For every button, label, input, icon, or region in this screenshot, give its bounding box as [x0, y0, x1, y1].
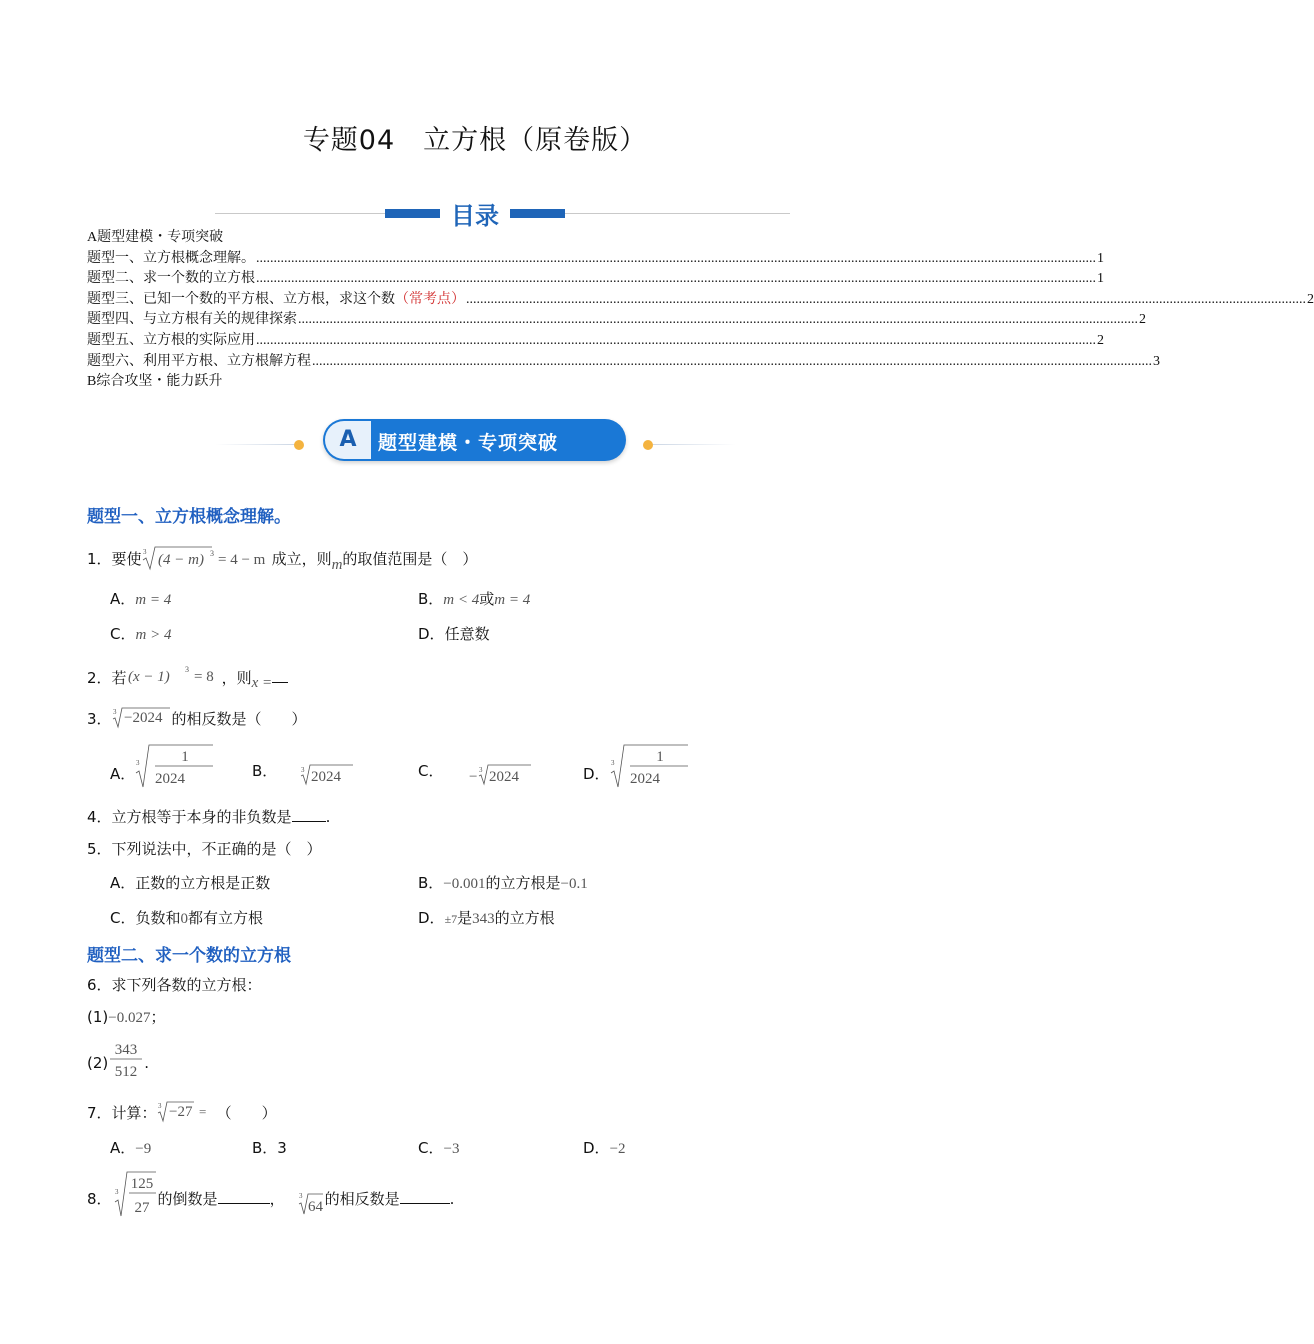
toc-section-b[interactable]: B综合攻坚・能力跃升: [87, 374, 223, 390]
toc-item[interactable]: 题型二、求一个数的立方根 ..... 1: [87, 269, 863, 290]
svg-text:−: −: [469, 769, 478, 785]
question-6-part-2: (2) 343 512 .: [87, 1038, 149, 1086]
toc-heading: 目录: [440, 196, 510, 231]
toc-item[interactable]: 题型一、立方根概念理解。 ..... 1: [87, 249, 863, 270]
question-5: 5．下列说法中，不正确的是（ ）: [87, 840, 322, 858]
svg-text:3: 3: [479, 766, 483, 774]
cube-root-fraction: [112, 1170, 158, 1218]
option-c[interactable]: C．−3: [418, 1139, 460, 1157]
svg-text:3: 3: [209, 549, 214, 558]
toc-item[interactable]: 题型六、利用平方根、立方根解方程 ..... 3: [87, 352, 863, 373]
banner-dot-left: [294, 440, 304, 450]
table-of-contents: [87, 228, 1314, 393]
option-a[interactable]: A．m = 4: [110, 590, 172, 608]
power-expression: [127, 664, 222, 688]
cube-root: [277, 762, 342, 786]
section-heading-1: 题型一、立方根概念理解。: [87, 507, 291, 527]
svg-text:125: 125: [130, 1176, 153, 1192]
svg-text:3: 3: [298, 1192, 303, 1200]
question-3: 3． 3 −2024 的相反数是（ ）: [87, 708, 307, 728]
banner-letter: A: [325, 421, 371, 459]
question-6: 6．求下列各数的立方根：: [87, 976, 262, 994]
banner-dot-right: [643, 440, 653, 450]
option-d[interactable]: D．任意数: [418, 625, 490, 643]
svg-text:3: 3: [114, 1188, 119, 1196]
cube-root-expression: [157, 1100, 217, 1122]
option-a[interactable]: A．−9: [110, 1139, 152, 1157]
banner-line-left: [215, 444, 300, 445]
question-8: 8． 3 125 27 的倒数是 ， 3 64 的相反数是 .: [87, 1170, 454, 1222]
svg-text:= 4 − m: = 4 − m: [217, 552, 265, 568]
question-7: 7．计算： 3 −27 = （ ）: [87, 1102, 277, 1122]
svg-text:3: 3: [301, 766, 305, 774]
toc-item[interactable]: 题型三、已知一个数的平方根、立方根，求这个数 （常考点） ..... 2: [87, 290, 863, 311]
svg-text:1: 1: [181, 749, 190, 765]
cube-root: [285, 1170, 325, 1218]
option-b[interactable]: B．3: [252, 1139, 287, 1157]
option-d[interactable]: D． 3 1 2024: [583, 743, 690, 793]
question-4: 4．立方根等于本身的非负数是 .: [87, 808, 331, 826]
option-a[interactable]: A． 3 1 2024: [110, 743, 215, 793]
option-d[interactable]: D．±7是343的立方根: [418, 909, 555, 927]
toc-item[interactable]: 题型四、与立方根有关的规律探索 ..... 2: [87, 310, 863, 331]
section-heading-2: 题型二、求一个数的立方根: [87, 946, 291, 966]
banner-line-right: [648, 444, 736, 445]
svg-text:27: 27: [134, 1200, 150, 1216]
svg-text:3: 3: [610, 759, 615, 767]
option-c[interactable]: C． − 3 2024: [418, 760, 533, 786]
svg-text:512: 512: [115, 1064, 138, 1080]
svg-text:2024: 2024: [489, 769, 520, 785]
svg-text:3: 3: [112, 708, 117, 716]
frequent-tag: （常考点）: [395, 291, 465, 307]
toc-section-a[interactable]: A题型建模・专项突破: [87, 230, 224, 245]
question-6-part-1: (1)−0.027；: [87, 1008, 166, 1026]
svg-text:1: 1: [655, 749, 664, 765]
option-a[interactable]: A．正数的立方根是正数: [110, 874, 271, 892]
cube-root-fraction: [610, 743, 690, 789]
option-d[interactable]: D．−2: [583, 1139, 626, 1157]
svg-text:3: 3: [157, 1102, 162, 1110]
svg-text:2024: 2024: [629, 771, 660, 787]
svg-text:64: 64: [307, 1199, 323, 1215]
cube-root-fraction: [135, 743, 215, 789]
cube-root-expression: [142, 545, 272, 571]
svg-text:2024: 2024: [155, 771, 186, 787]
toc-bar-left: [385, 209, 445, 218]
option-c[interactable]: C．负数和0都有立方根: [110, 909, 264, 927]
svg-text:3: 3: [136, 759, 140, 767]
option-b[interactable]: B． 3 2024: [252, 760, 337, 786]
svg-text:−2024: −2024: [123, 710, 163, 726]
answer-blank[interactable]: [272, 668, 288, 683]
svg-text:(x − 1): (x − 1): [127, 669, 170, 685]
svg-text:2024: 2024: [311, 769, 342, 785]
toc-bar-right: [505, 209, 565, 218]
question-1: 1．要使 3 (4 − m) 3 = 4 − m 成立，则m的取值范围是（ ）: [87, 545, 477, 571]
cube-root: [443, 762, 533, 786]
option-c[interactable]: C．m > 4: [110, 625, 172, 643]
svg-text:(4 − m): (4 − m): [157, 552, 204, 568]
fraction: [108, 1038, 144, 1082]
svg-text:3: 3: [184, 665, 189, 674]
question-2: 2．若 (x − 1) 3 = 8 ，则x =: [87, 664, 288, 688]
svg-text:= 8: = 8: [193, 669, 214, 685]
answer-blank[interactable]: [400, 1189, 450, 1204]
toc-item[interactable]: 题型五、立方根的实际应用 ..... 2: [87, 331, 863, 352]
banner-text: 题型建模・专项突破: [378, 432, 559, 454]
answer-blank[interactable]: [292, 807, 326, 822]
answer-blank[interactable]: [218, 1189, 270, 1204]
option-b[interactable]: B．−0.001的立方根是−0.1: [418, 874, 588, 892]
svg-text:−27: −27: [168, 1104, 193, 1120]
svg-text:343: 343: [115, 1042, 138, 1058]
cube-root-expression: [112, 706, 172, 728]
svg-text:=: =: [198, 1104, 206, 1119]
option-b[interactable]: B．m < 4或m = 4: [418, 590, 531, 608]
page-title: 专题04 立方根（原卷版）: [302, 125, 648, 156]
svg-text:3: 3: [142, 548, 147, 556]
